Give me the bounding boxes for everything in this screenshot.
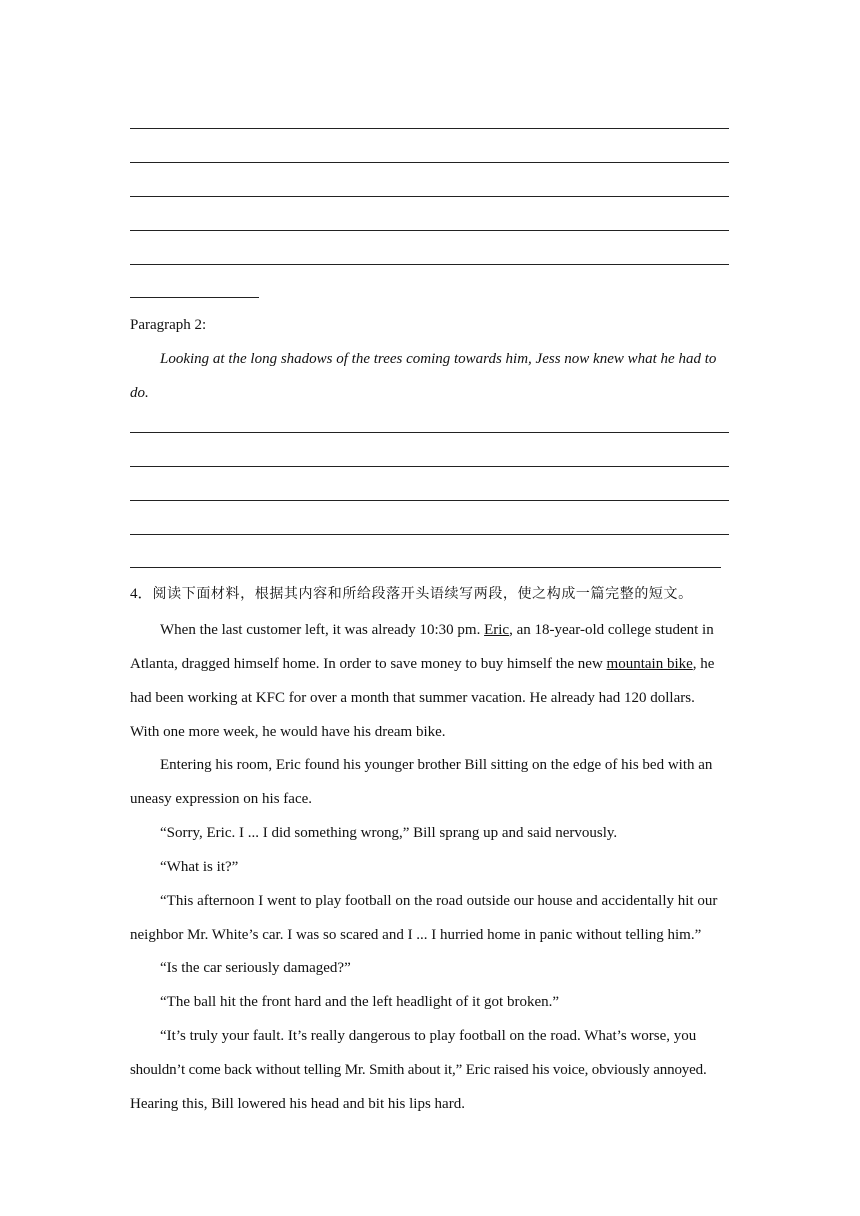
story-line: “The ball hit the front hard and the left headlight of it got broken.”	[160, 994, 560, 1010]
story-line: uneasy expression on his face.	[130, 791, 313, 807]
story-line	[160, 620, 760, 640]
story-line: “This afternoon I went to play football on the road outside our house and accidentally hit our	[160, 893, 718, 909]
story-line: neighbor Mr. White’s car. I was so scared and I ... I hurried home in panic without telling him.”	[130, 927, 702, 943]
story-text: , he	[692, 656, 715, 672]
answer-line[interactable]	[130, 264, 729, 265]
story-line: Hearing this, Bill lowered his head and bit his lips hard.	[130, 1096, 465, 1112]
story-text: , an 18-year-old college student in	[509, 622, 714, 638]
story-line	[130, 654, 730, 674]
answer-line-short[interactable]	[130, 297, 259, 298]
story-line: had been working at KFC for over a month that summer vacation. He already had 120 dollars.	[130, 690, 695, 706]
story-text: When the last customer left, it was already 10:30 pm.	[160, 622, 485, 638]
answer-line[interactable]	[130, 230, 729, 231]
answer-line[interactable]	[130, 534, 729, 535]
answer-line[interactable]	[130, 432, 729, 433]
question-instruction: 阅读下面材料，根据其内容和所给段落开头语续写两段，使之构成一篇完整的短文。	[152, 586, 693, 602]
story-line: With one more week, he would have his dream bike.	[130, 724, 446, 740]
question-4-heading	[130, 584, 730, 604]
answer-line[interactable]	[130, 128, 729, 129]
answer-line[interactable]	[130, 162, 729, 163]
paragraph-2-opening-cont: do.	[130, 385, 149, 401]
question-number: 4．	[130, 586, 153, 602]
underlined-phrase-mountain-bike: mountain bike	[606, 656, 693, 672]
story-line: “It’s truly your fault. It’s really dangerous to play football on the road. What’s worse, you	[160, 1028, 697, 1044]
paragraph-2-label: Paragraph 2:	[130, 317, 207, 333]
story-line: “Sorry, Eric. I ... I did something wrong,” Bill sprang up and said nervously.	[160, 825, 618, 841]
paragraph-2-opening: Looking at the long shadows of the trees coming towards him, Jess now knew what he had to	[160, 351, 717, 367]
story-line: “What is it?”	[160, 859, 239, 875]
story-text: Atlanta, dragged himself home. In order to save money to buy himself the new	[130, 656, 607, 672]
answer-line[interactable]	[130, 466, 729, 467]
underlined-word-eric: Eric	[484, 622, 510, 638]
story-line: shouldn’t come back without telling Mr. Smith about it,” Eric raised his voice, obviously annoyed.	[130, 1062, 707, 1078]
answer-line[interactable]	[130, 500, 729, 501]
story-line: “Is the car seriously damaged?”	[160, 960, 351, 976]
answer-line[interactable]	[130, 196, 729, 197]
story-line: Entering his room, Eric found his younger brother Bill sitting on the edge of his bed with an	[160, 757, 713, 773]
answer-line[interactable]	[130, 567, 721, 568]
